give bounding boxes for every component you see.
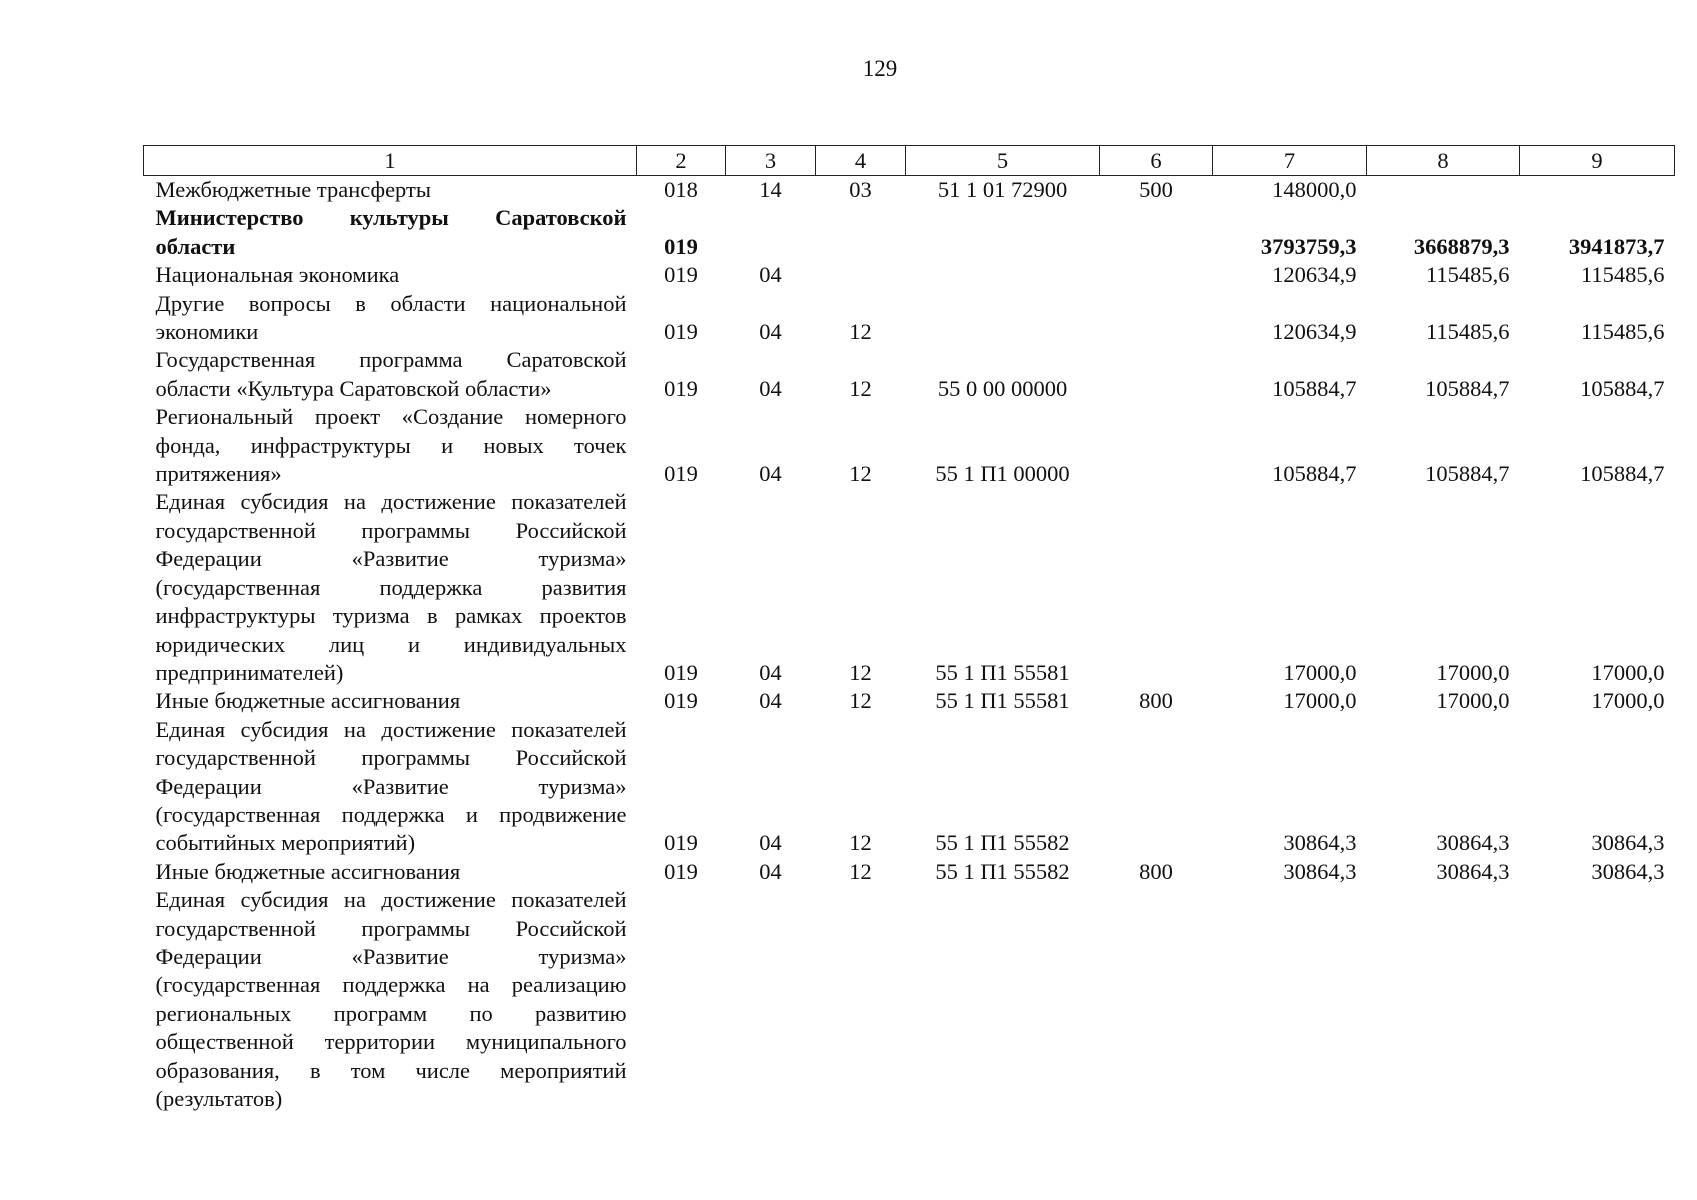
amount-col7-cell: 3793759,3 <box>1260 233 1357 259</box>
expense-type-cell <box>1100 716 1213 858</box>
table-row <box>144 261 1675 289</box>
section-code-cell: 14 <box>759 177 782 202</box>
subsection-code-cell <box>816 261 906 289</box>
amount-col7-cell: 120634,9 <box>1272 262 1357 288</box>
row-name-cell: Другие вопросы в области национальной экономики <box>155 290 627 345</box>
amount-col7-cell: 17000,0 <box>1283 688 1357 714</box>
section-code-cell: 04 <box>759 830 782 856</box>
amount-col8-cell: 30864,3 <box>1436 858 1510 884</box>
table-row <box>144 488 1675 687</box>
grbs-code-cell: 019 <box>664 461 698 487</box>
section-code-cell: 04 <box>759 319 782 345</box>
column-header-8: 8 <box>1367 146 1520 176</box>
amount-col8-cell <box>1367 176 1520 205</box>
column-header-3: 3 <box>726 146 816 176</box>
row-name-cell: Межбюджетные трансферты <box>155 177 431 202</box>
subsection-code-cell <box>816 886 906 1113</box>
section-code-cell <box>726 886 816 1113</box>
amount-col9-cell <box>1520 886 1675 1113</box>
amount-col7-cell: 30864,3 <box>1283 858 1357 884</box>
row-name-cell: Иные бюджетные ассигнования <box>155 688 461 714</box>
amount-col7-cell: 148000,0 <box>1272 177 1357 202</box>
target-article-cell <box>906 290 1100 347</box>
column-header-1: 1 <box>144 146 637 176</box>
expense-type-cell <box>1100 204 1213 261</box>
amount-col8-cell: 30864,3 <box>1436 830 1510 856</box>
target-article-cell <box>906 886 1100 1113</box>
amount-col9-cell: 17000,0 <box>1591 688 1665 714</box>
table-row <box>144 858 1675 886</box>
grbs-code-cell: 018 <box>664 177 698 202</box>
row-name-cell: Государственная программа Саратовской области «Культура Саратовской области» <box>155 347 627 401</box>
column-header-6: 6 <box>1100 146 1213 176</box>
page-number: 129 <box>862 56 898 81</box>
subsection-code-cell: 12 <box>849 659 872 685</box>
section-code-cell: 04 <box>759 461 782 487</box>
table-row <box>144 204 1675 261</box>
grbs-code-cell: 019 <box>664 688 698 714</box>
grbs-code-cell: 019 <box>664 375 698 401</box>
amount-col7-cell: 17000,0 <box>1283 659 1357 685</box>
section-code-cell <box>726 204 816 261</box>
target-article-cell: 55 1 П1 00000 <box>935 461 1070 487</box>
grbs-code-cell: 019 <box>664 659 698 685</box>
amount-col8-cell: 105884,7 <box>1425 375 1510 401</box>
amount-col9-cell: 3941873,7 <box>1568 233 1665 259</box>
budget-table <box>143 145 1675 1113</box>
subsection-code-cell: 12 <box>849 461 872 487</box>
amount-col8-cell: 105884,7 <box>1425 461 1510 487</box>
subsection-code-cell: 12 <box>849 858 872 884</box>
expense-type-cell: 800 <box>1139 688 1173 714</box>
amount-col8-cell: 17000,0 <box>1436 688 1510 714</box>
subsection-code-cell: 12 <box>849 319 872 345</box>
amount-col8-cell: 115485,6 <box>1425 319 1510 345</box>
column-header-2: 2 <box>637 146 726 176</box>
row-name-cell: Единая субсидия на достижение показателей государственной программы Российской Федерации «Развитие туризма» (государственная поддержка и продвижение событийных мероприятий) <box>155 716 627 856</box>
section-code-cell: 04 <box>759 659 782 685</box>
amount-col9-cell: 115485,6 <box>1580 319 1665 345</box>
target-article-cell: 55 1 П1 55581 <box>935 659 1070 685</box>
section-code-cell: 04 <box>759 262 782 288</box>
amount-col9-cell: 17000,0 <box>1591 659 1665 685</box>
amount-col9-cell: 115485,6 <box>1580 262 1665 288</box>
expense-type-cell <box>1100 346 1213 403</box>
amount-col8-cell: 17000,0 <box>1436 659 1510 685</box>
subsection-code-cell <box>816 204 906 261</box>
column-header-4: 4 <box>816 146 906 176</box>
expense-type-cell: 500 <box>1139 177 1173 202</box>
table-row <box>144 687 1675 715</box>
amount-col8-cell <box>1367 886 1520 1113</box>
column-header-9: 9 <box>1520 146 1675 176</box>
target-article-cell <box>906 204 1100 261</box>
section-code-cell: 04 <box>759 858 782 884</box>
table-row <box>144 886 1675 1113</box>
amount-col9-cell <box>1520 176 1675 205</box>
amount-col7-cell: 120634,9 <box>1272 319 1357 345</box>
subsection-code-cell: 03 <box>849 177 872 202</box>
expense-type-cell: 800 <box>1139 858 1173 884</box>
subsection-code-cell: 12 <box>849 688 872 714</box>
table-body <box>144 176 1675 1114</box>
target-article-cell <box>906 261 1100 289</box>
subsection-code-cell: 12 <box>849 375 872 401</box>
grbs-code-cell <box>637 886 726 1113</box>
amount-col7-cell: 30864,3 <box>1283 830 1357 856</box>
subsection-code-cell: 12 <box>849 830 872 856</box>
target-article-cell: 51 1 01 72900 <box>937 177 1068 202</box>
expense-type-cell <box>1100 403 1213 488</box>
amount-col8-cell: 3668879,3 <box>1413 233 1510 259</box>
target-article-cell: 55 1 П1 55582 <box>935 830 1070 856</box>
section-code-cell: 04 <box>759 688 782 714</box>
grbs-code-cell: 019 <box>664 262 698 288</box>
row-name-cell: Министерство культуры Саратовской области <box>155 205 627 259</box>
expense-type-cell <box>1100 488 1213 687</box>
table-row <box>144 346 1675 403</box>
table-row <box>144 290 1675 347</box>
grbs-code-cell: 019 <box>664 233 698 259</box>
header-row <box>144 146 1675 176</box>
column-header-5: 5 <box>906 146 1100 176</box>
row-name-cell: Иные бюджетные ассигнования <box>155 858 461 884</box>
table-row <box>144 403 1675 488</box>
row-name-cell: Национальная экономика <box>155 262 400 288</box>
amount-col9-cell: 105884,7 <box>1580 375 1665 401</box>
amount-col9-cell: 105884,7 <box>1580 461 1665 487</box>
row-name-cell: Единая субсидия на достижение показателей государственной программы Российской Федерации «Развитие туризма» (государственная поддержка на реализацию региональных программ по развитию общественной территории муниципального образования, в том числе мероприятий (результатов) <box>155 887 627 1111</box>
amount-col9-cell: 30864,3 <box>1591 830 1665 856</box>
grbs-code-cell: 019 <box>664 830 698 856</box>
table-row <box>144 176 1675 205</box>
expense-type-cell <box>1100 290 1213 347</box>
grbs-code-cell: 019 <box>664 319 698 345</box>
grbs-code-cell: 019 <box>664 858 698 884</box>
expense-type-cell <box>1100 886 1213 1113</box>
table-row <box>144 716 1675 858</box>
row-name-cell: Региональный проект «Создание номерного фонда, инфраструктуры и новых точек притяжения» <box>155 404 627 487</box>
target-article-cell: 55 1 П1 55581 <box>935 688 1070 714</box>
amount-col7-cell: 105884,7 <box>1272 461 1357 487</box>
expense-type-cell <box>1100 261 1213 289</box>
amount-col9-cell: 30864,3 <box>1591 858 1665 884</box>
amount-col8-cell: 115485,6 <box>1425 262 1510 288</box>
section-code-cell: 04 <box>759 375 782 401</box>
row-name-cell: Единая субсидия на достижение показателей государственной программы Российской Федерации «Развитие туризма» (государственная поддержка развития инфраструктуры туризма в рамках проектов юридических лиц и индивидуальных предпринимателей) <box>155 489 627 685</box>
amount-col7-cell <box>1213 886 1367 1113</box>
target-article-cell: 55 1 П1 55582 <box>935 858 1070 884</box>
amount-col7-cell: 105884,7 <box>1272 375 1357 401</box>
target-article-cell: 55 0 00 00000 <box>937 375 1068 401</box>
column-header-7: 7 <box>1213 146 1367 176</box>
